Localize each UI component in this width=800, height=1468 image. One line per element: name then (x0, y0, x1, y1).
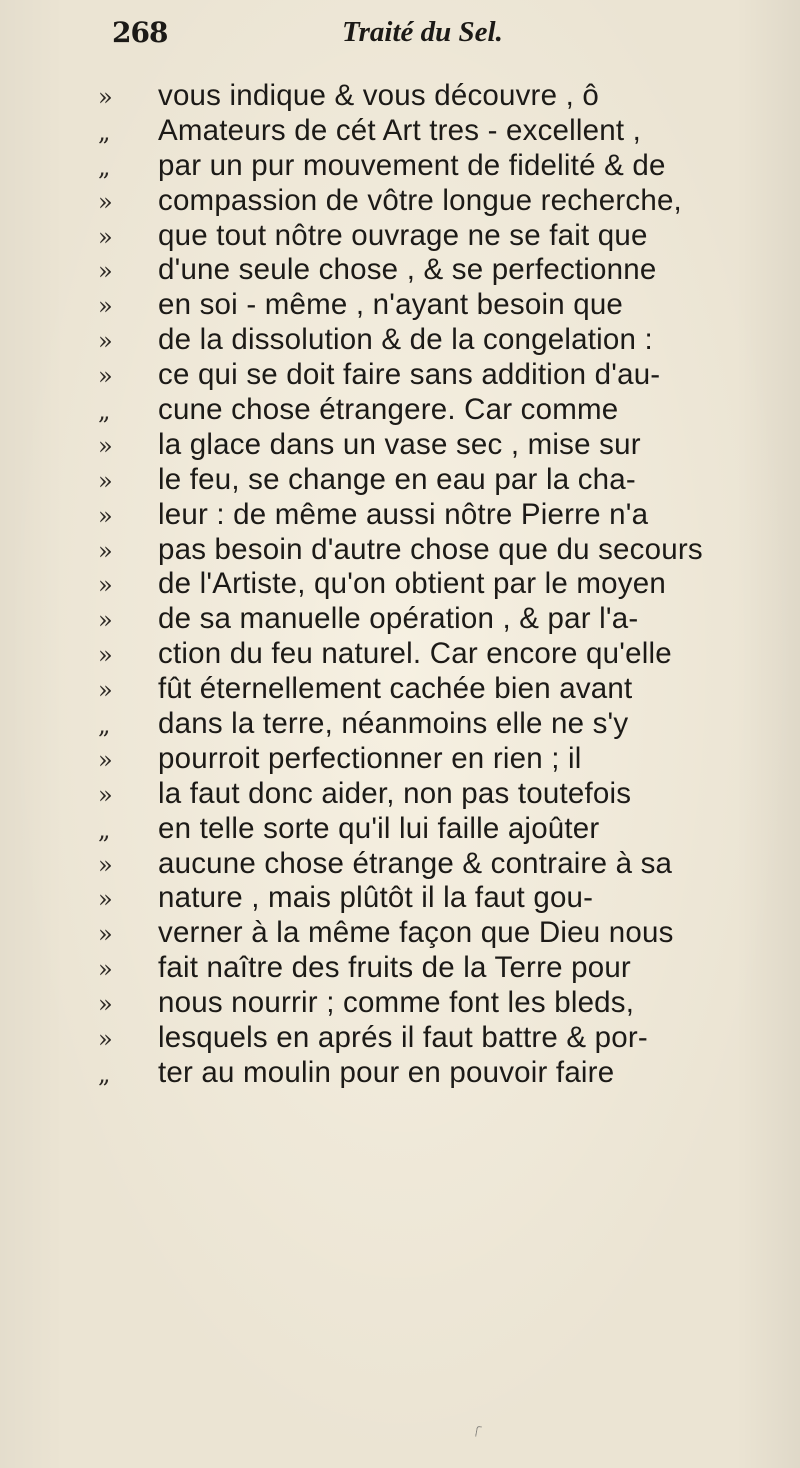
line-text: pas besoin d'autre chose que du secours (158, 532, 703, 566)
text-line (98, 148, 788, 183)
text-line (98, 950, 788, 985)
line-text: de l'Artiste, qu'on obtient par le moyen (158, 567, 666, 601)
quotation-mark: » (98, 83, 113, 111)
quotation-mark: » (98, 187, 113, 216)
text-line (98, 880, 788, 915)
line-text: que tout nôtre ouvrage ne se fait que (158, 218, 648, 252)
text-line (98, 985, 788, 1020)
line-text: cune chose étrangere. Car comme (158, 393, 619, 427)
text-line (98, 776, 788, 811)
quotation-mark: » (98, 850, 113, 879)
line-text: ce qui se doit faire sans addition d'au- (158, 358, 661, 392)
line-text: verner à la même façon que Dieu nous (158, 916, 674, 950)
line-text: aucune chose étrange & contraire à sa (158, 846, 673, 880)
text-line (98, 357, 788, 392)
quotation-mark: „ (98, 711, 111, 740)
line-text: fait naître des fruits de la Terre pour (158, 951, 631, 985)
quotation-mark: » (98, 1025, 113, 1054)
text-line (98, 427, 788, 462)
quotation-mark: » (98, 920, 113, 949)
text-line (98, 183, 788, 218)
line-text: ter au moulin pour en pouvoir faire (158, 1055, 615, 1089)
quotation-mark: » (98, 431, 113, 460)
page-header (112, 16, 672, 56)
quotation-mark: » (98, 955, 113, 984)
text-line (98, 741, 788, 776)
line-text: en telle sorte qu'il lui faille ajoûter (158, 811, 600, 845)
line-text: de sa manuelle opération , & par l'a- (158, 602, 639, 636)
quotation-mark: » (98, 676, 113, 705)
quotation-mark: „ (98, 1059, 111, 1088)
quotation-mark: » (98, 571, 113, 600)
text-line (98, 78, 788, 113)
text-line (98, 462, 788, 497)
line-text: en soi - même , n'ayant besoin que (158, 288, 624, 322)
text-line (98, 113, 788, 148)
text-line (98, 497, 788, 532)
quotation-mark: » (98, 990, 113, 1019)
text-line (98, 706, 788, 741)
line-text: de la dissolution & de la congelation : (158, 323, 653, 357)
line-text: d'une seule chose , & se perfectionne (158, 253, 657, 287)
line-text: fût éternellement cachée bien avant (158, 672, 633, 706)
text-line (98, 392, 788, 427)
text-line (98, 601, 788, 636)
quotation-mark: » (98, 501, 113, 530)
text-line (98, 566, 788, 601)
page-number: 268 (112, 16, 168, 49)
line-text: vous indique & vous découvre , ô (158, 79, 599, 112)
text-line (98, 846, 788, 881)
line-text: compassion de vôtre longue recherche, (158, 183, 682, 217)
quotation-mark: » (98, 222, 113, 251)
text-line (98, 218, 788, 253)
running-title: Traité du Sel. (342, 16, 503, 48)
line-text: pourroit perfectionner en rien ; il (158, 741, 582, 775)
text-line (98, 532, 788, 567)
text-line (98, 636, 788, 671)
line-text: la faut donc aider, non pas toutefois (158, 776, 632, 810)
text-line (98, 252, 788, 287)
text-line (98, 287, 788, 322)
body-text (98, 78, 788, 1090)
line-text: nature , mais plûtôt il la faut gou- (158, 881, 594, 915)
quotation-mark: » (98, 327, 113, 356)
line-text: ction du feu naturel. Car encore qu'elle (158, 637, 672, 671)
quotation-mark: „ (98, 397, 111, 426)
quotation-mark: » (98, 606, 113, 635)
text-line (98, 811, 788, 846)
quotation-mark: » (98, 362, 113, 391)
quotation-mark: » (98, 292, 113, 321)
quotation-mark: » (98, 466, 113, 495)
line-text: dans la terre, néanmoins elle ne s'y (158, 707, 629, 741)
text-line (98, 671, 788, 706)
quotation-mark: » (98, 641, 113, 670)
line-text: la glace dans un vase sec , mise sur (158, 427, 641, 461)
quotation-mark: „ (98, 117, 111, 146)
quotation-mark: » (98, 780, 113, 809)
line-text: lesquels en aprés il faut battre & por- (158, 1021, 648, 1055)
line-text: Amateurs de cét Art tres - excellent , (158, 113, 642, 147)
line-text: le feu, se change en eau par la cha- (158, 462, 636, 496)
quotation-mark: » (98, 257, 113, 286)
quotation-mark: » (98, 885, 113, 914)
line-text: par un pur mouvement de fidelité & de (158, 148, 666, 182)
text-line (98, 1055, 788, 1090)
text-line (98, 915, 788, 950)
quotation-mark: » (98, 536, 113, 565)
ink-mark-decoration (475, 1426, 482, 1438)
quotation-mark: » (98, 745, 113, 774)
quotation-mark: „ (98, 815, 111, 844)
line-text: nous nourrir ; comme font les bleds, (158, 986, 635, 1020)
text-line (98, 322, 788, 357)
text-line (98, 1020, 788, 1055)
quotation-mark: „ (98, 152, 111, 181)
line-text: leur : de même aussi nôtre Pierre n'a (158, 497, 649, 531)
